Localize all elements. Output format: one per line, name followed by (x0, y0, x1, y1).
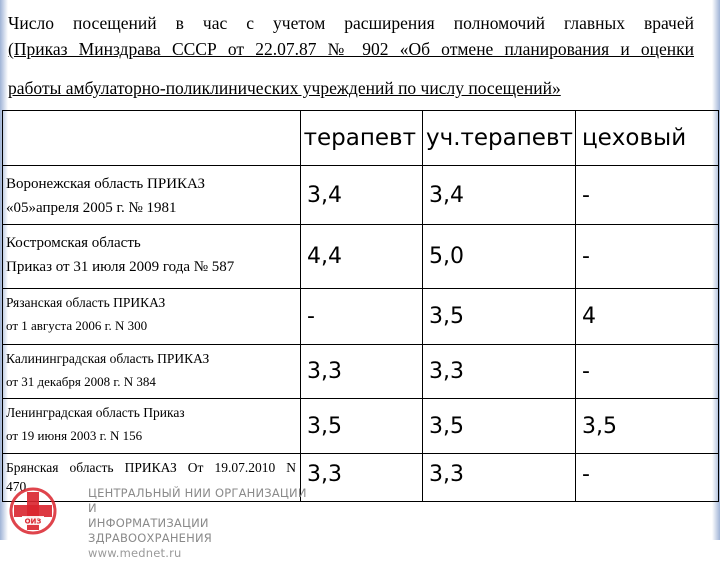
title-line-2: (Приказ Минздрава СССР от 22.07.87 № 902 «Об отмене планирования и оценки (8, 39, 694, 59)
value-shop-therapist: 3,5 (576, 399, 719, 454)
logo-text (88, 486, 318, 561)
institute-logo (8, 484, 308, 560)
website-link[interactable]: www.mednet.ru (88, 546, 182, 560)
region-cell (3, 166, 301, 225)
value-district-therapist: 3,3 (423, 454, 576, 502)
value-district-therapist: 5,0 (423, 225, 576, 289)
value-shop-therapist: - (576, 345, 719, 399)
table-row (3, 225, 719, 289)
value-shop-therapist: - (576, 225, 719, 289)
region-document: от 19 июня 2003 г. N 156 (6, 428, 143, 443)
region-cell (3, 399, 301, 454)
value-shop-therapist: - (576, 166, 719, 225)
value-therapist: 3,4 (301, 166, 423, 225)
header-empty (3, 111, 301, 166)
header-therapist: терапевт (301, 111, 423, 166)
region-document: от 31 декабря 2008 г. N 384 (6, 374, 156, 389)
region-name: Калининградская область ПРИКАЗ (6, 351, 210, 366)
region-name: Рязанская область ПРИКАЗ (6, 295, 166, 310)
visits-table (2, 110, 719, 502)
region-name: Воронежская область ПРИКАЗ (6, 176, 205, 192)
value-district-therapist: 3,5 (423, 399, 576, 454)
region-name: Ленинградская область Приказ (6, 405, 185, 420)
value-district-therapist: 3,4 (423, 166, 576, 225)
table-header-row (3, 111, 719, 166)
value-district-therapist: 3,5 (423, 289, 576, 345)
logo-line-1: ЦЕНТРАЛЬНЫЙ НИИ ОРГАНИЗАЦИИ И (88, 486, 307, 515)
region-document: от 1 августа 2006 г. N 300 (6, 318, 148, 333)
logo-line-2: ИНФОРМАТИЗАЦИИ ЗДРАВООХРАНЕНИЯ (88, 516, 212, 545)
header-district-therapist: уч.терапевт (423, 111, 576, 166)
table-row (3, 345, 719, 399)
value-shop-therapist: 4 (576, 289, 719, 345)
region-cell (3, 345, 301, 399)
value-shop-therapist: - (576, 454, 719, 502)
value-therapist: 4,4 (301, 225, 423, 289)
value-therapist: 3,3 (301, 454, 423, 502)
medical-cross-icon (8, 486, 58, 536)
region-cell (3, 225, 301, 289)
title-line-3: работы амбулаторно-поликлинических учреждений по числу посещений» (8, 78, 561, 98)
region-name: Костромская область (6, 235, 141, 251)
slide-title (8, 10, 694, 62)
region-document: «05»апреля 2005 г. № 1981 (6, 200, 177, 216)
table-row (3, 399, 719, 454)
logo-mark-text: ОИЗ (24, 517, 42, 526)
region-document: 470 (6, 479, 27, 494)
value-district-therapist: 3,3 (423, 345, 576, 399)
region-cell (3, 289, 301, 345)
table-row (3, 166, 719, 225)
region-name: Брянская область ПРИКАЗ От 19.07.2010 N (6, 460, 296, 475)
value-therapist: 3,5 (301, 399, 423, 454)
value-therapist: - (301, 289, 423, 345)
value-therapist: 3,3 (301, 345, 423, 399)
header-shop-therapist: цеховый (576, 111, 719, 166)
region-document: Приказ от 31 июля 2009 года № 587 (6, 259, 235, 275)
table-row (3, 289, 719, 345)
title-line-1: Число посещений в час с учетом расширения полномочий главных врачей (8, 13, 694, 33)
